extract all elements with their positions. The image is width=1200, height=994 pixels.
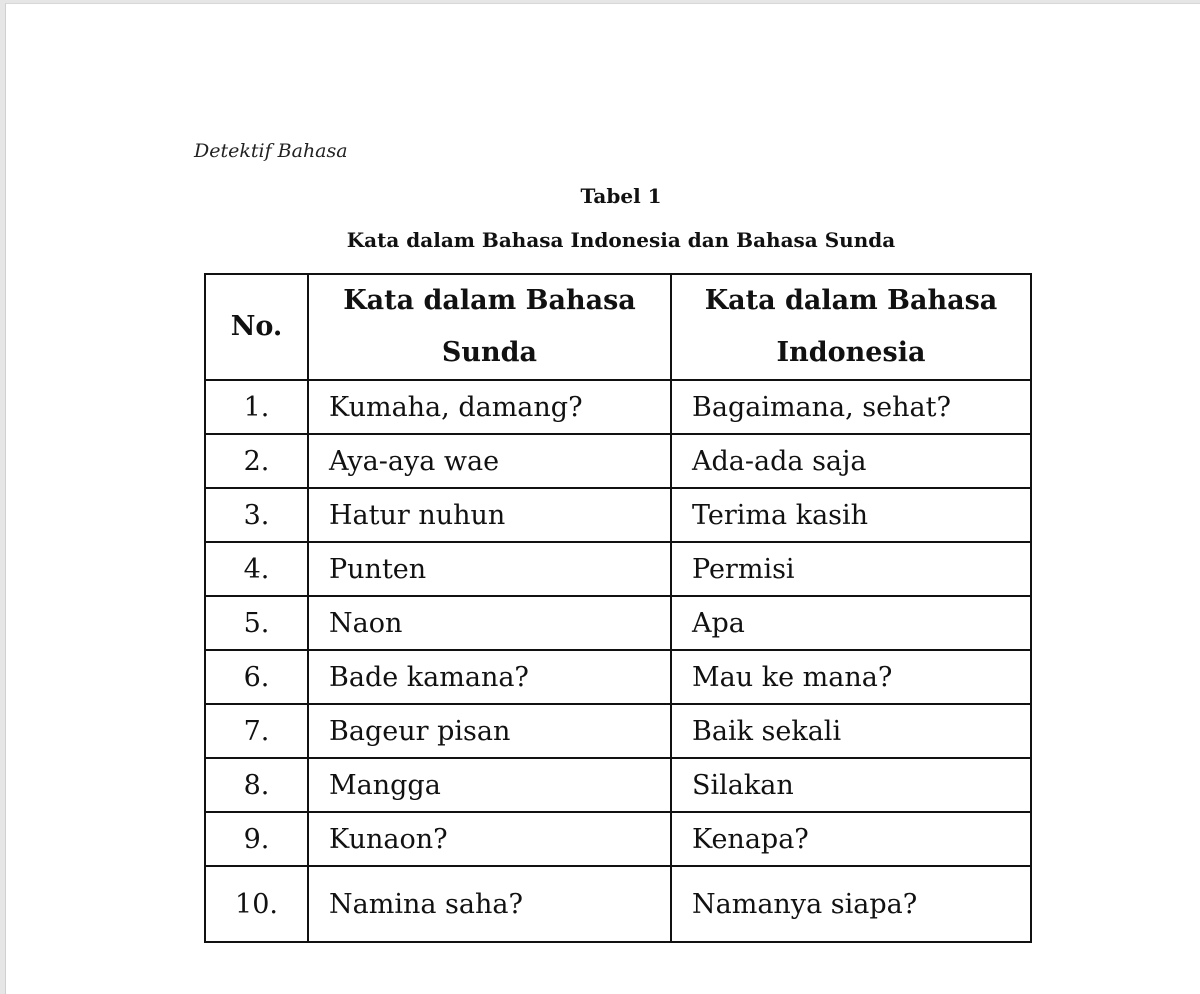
table-number: Tabel 1 (580, 184, 662, 208)
table-row (205, 434, 1031, 488)
indonesia-word: Apa (671, 596, 1031, 650)
row-number: 5. (205, 596, 308, 650)
document-page (5, 3, 1200, 994)
table-caption: Kata dalam Bahasa Indonesia dan Bahasa Sunda (346, 228, 896, 252)
sunda-word: Naon (308, 596, 671, 650)
table-header-row (205, 274, 1031, 380)
sunda-word: Hatur nuhun (308, 488, 671, 542)
sunda-word: Kunaon? (308, 812, 671, 866)
indonesia-word: Silakan (671, 758, 1031, 812)
sunda-word: Bade kamana? (308, 650, 671, 704)
row-number: 9. (205, 812, 308, 866)
header-number: No. (205, 274, 308, 380)
indonesia-word: Namanya siapa? (671, 866, 1031, 942)
table-row (205, 488, 1031, 542)
indonesia-word: Bagaimana, sehat? (671, 380, 1031, 434)
header-sunda: Kata dalam Bahasa Sunda (308, 274, 671, 380)
vocabulary-table (204, 273, 1032, 943)
sunda-word: Punten (308, 542, 671, 596)
indonesia-word: Kenapa? (671, 812, 1031, 866)
indonesia-word: Baik sekali (671, 704, 1031, 758)
row-number: 7. (205, 704, 308, 758)
indonesia-word: Mau ke mana? (671, 650, 1031, 704)
sunda-word: Bageur pisan (308, 704, 671, 758)
indonesia-word: Terima kasih (671, 488, 1031, 542)
sunda-word: Namina saha? (308, 866, 671, 942)
sunda-word: Kumaha, damang? (308, 380, 671, 434)
row-number: 3. (205, 488, 308, 542)
table-row (205, 704, 1031, 758)
row-number: 1. (205, 380, 308, 434)
table-row (205, 380, 1031, 434)
table-row (205, 650, 1031, 704)
table-row (205, 758, 1031, 812)
table-row (205, 866, 1031, 942)
row-number: 4. (205, 542, 308, 596)
running-header: Detektif Bahasa (194, 140, 348, 162)
table-row (205, 542, 1031, 596)
table-row (205, 596, 1031, 650)
indonesia-word: Ada-ada saja (671, 434, 1031, 488)
header-indonesia: Kata dalam Bahasa Indonesia (671, 274, 1031, 380)
row-number: 8. (205, 758, 308, 812)
row-number: 10. (205, 866, 308, 942)
table-row (205, 812, 1031, 866)
row-number: 6. (205, 650, 308, 704)
sunda-word: Mangga (308, 758, 671, 812)
row-number: 2. (205, 434, 308, 488)
indonesia-word: Permisi (671, 542, 1031, 596)
sunda-word: Aya-aya wae (308, 434, 671, 488)
